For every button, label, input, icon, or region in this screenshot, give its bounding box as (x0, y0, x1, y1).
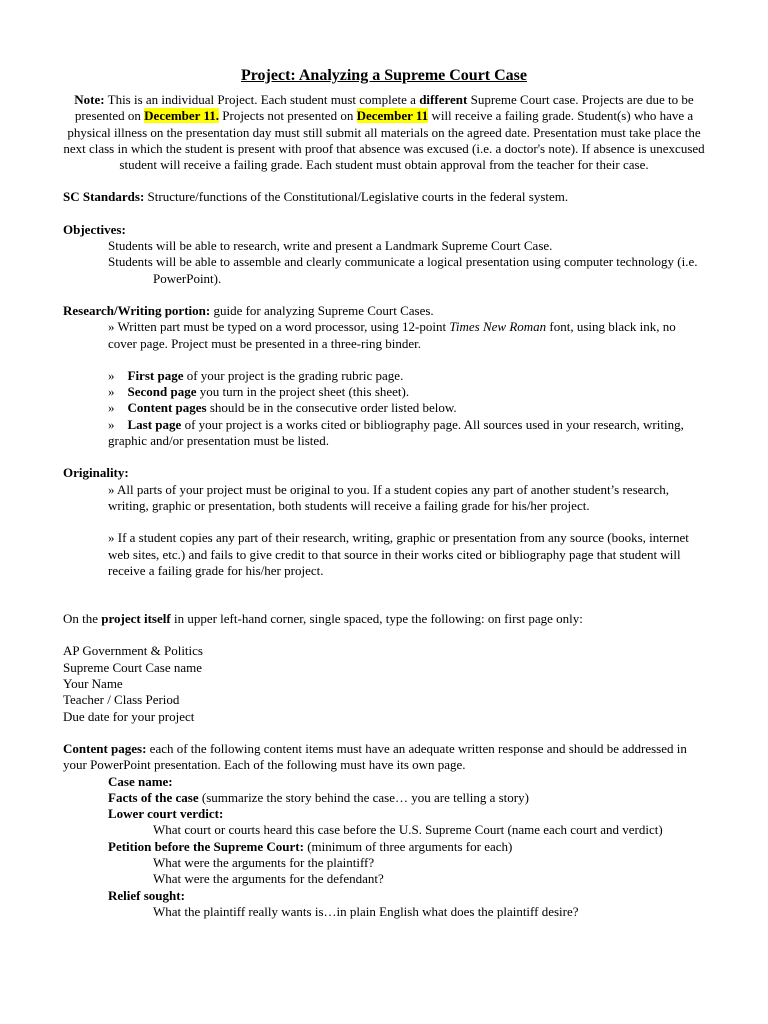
petition-question-plaintiff: What were the arguments for the plaintiff? (153, 854, 375, 870)
font-name: Times New Roman (449, 319, 547, 335)
petition-text: (minimum of three arguments for each) (303, 838, 513, 854)
relief-label: Relief sought: (108, 887, 185, 903)
bullet-glyph: » (108, 367, 115, 383)
project-itself-paragraph (63, 611, 705, 627)
research-bullet-last-page (63, 417, 705, 450)
note-text-3: Projects not presented on (219, 108, 357, 124)
case-name-label: Case name: (108, 773, 173, 789)
last-page-text: of your project is a works cited or bibliography page. All sources used in your research, writing, graphic and/or presentation must be listed. (108, 416, 684, 449)
research-typing-text-2: font, using black ink, no cover page. Project must be presented in a three-ring binder. (108, 319, 676, 351)
petition-question-defendant: What were the arguments for the defendant? (153, 871, 384, 887)
bullet-glyph: » (108, 530, 115, 546)
bullet-glyph: » (108, 319, 115, 335)
research-bullet-second-page (63, 384, 705, 400)
project-itself-text-2: in upper left-hand corner, single spaced, type the following: on first page only: (170, 611, 583, 627)
content-pages-paragraph (63, 741, 705, 774)
bullet-glyph: » (108, 416, 115, 432)
bullet-glyph: » (108, 481, 115, 497)
project-itself-text-1: On the (63, 611, 102, 627)
research-bullet-typing (63, 319, 705, 352)
due-date-highlight-1: December 11. (144, 108, 220, 124)
note-text-2: Supreme Court case. Projects are due to be presented on (74, 92, 694, 124)
relief-question: What the plaintiff really wants is…in plain English what does the plaintiff desire? (153, 903, 579, 919)
sc-standards-text: Structure/functions of the Constitutional/Legislative courts in the federal system. (144, 189, 569, 205)
header-line-due-date: Due date for your project (63, 708, 195, 724)
originality-bullet-1 (63, 482, 705, 515)
second-page-label: Second page (127, 384, 197, 400)
note-label: Note: (74, 92, 105, 107)
petition-item (63, 839, 705, 855)
objectives-label: Objectives: (63, 221, 126, 237)
note-text-4: will receive a failing grade. Student(s) who have a physical illness on the presentation day must still submit all materials on the agreed date. Presentation must take place the next class in which the student is present with proof that absence was excused (i.e. a doctor's note). If absence is unexcused student will receive a failing grade. Each student must obtain approval from the teacher for their case. (63, 108, 705, 173)
content-pages-intro: each of the following content items must have an adequate written response and should be addressed in your PowerPoint presentation. Each of the following must have its own page. (63, 740, 687, 773)
bullet-glyph: » (108, 400, 115, 416)
research-heading (63, 303, 705, 319)
relief-item (63, 888, 705, 904)
research-label: Research/Writing portion: (63, 302, 211, 318)
last-page-label: Last page (127, 416, 182, 432)
bullet-glyph: » (108, 384, 115, 400)
originality-label: Originality: (63, 465, 129, 481)
note-different: different (419, 92, 468, 107)
content-pages-text: should be in the consecutive order listed below. (206, 400, 457, 416)
originality-heading (63, 465, 705, 481)
content-pages-label: Content pages (127, 400, 207, 416)
header-line-case-name: Supreme Court Case name (63, 659, 202, 675)
content-pages-heading: Content pages: (63, 740, 147, 756)
objective-item-1: Students will be able to research, write and present a Landmark Supreme Court Case. (108, 238, 553, 254)
second-page-text: you turn in the project sheet (this sheet). (196, 384, 410, 400)
objectives-heading (63, 222, 705, 238)
due-date-highlight-2: December 11 (356, 108, 429, 124)
objective-item-2: Students will be able to assemble and clearly communicate a logical presentation using computer technology (i.e. PowerPoint). (108, 254, 698, 286)
sc-standards-label: SC Standards: (63, 189, 145, 205)
research-bullet-first-page (63, 368, 705, 384)
first-page-text: of your project is the grading rubric page. (183, 367, 404, 383)
sc-standards-paragraph (63, 189, 705, 205)
project-itself-label: project itself (101, 611, 171, 627)
originality-text-1: All parts of your project must be original to you. If a student copies any part of another student’s research, writing, graphic or presentation, both students will receive a failing grade for his/her project. (108, 481, 670, 513)
lower-court-item (63, 806, 705, 822)
first-page-label: First page (127, 367, 184, 383)
originality-text-2: If a student copies any part of their research, writing, graphic or presentation from any source (books, internet web sites, etc.) and fails to give credit to that source in their works cited or bibliography page that student will receive a failing grade for his/her project. (108, 530, 689, 578)
facts-text: (summarize the story behind the case… you are telling a story) (198, 789, 529, 805)
facts-label: Facts of the case (108, 789, 199, 805)
header-line-teacher: Teacher / Class Period (63, 692, 180, 708)
research-bullet-content-pages (63, 400, 705, 416)
note-paragraph (63, 92, 705, 173)
note-text-1: This is an individual Project. Each student must complete a (104, 92, 420, 107)
originality-bullet-2 (63, 530, 705, 579)
lower-court-label: Lower court verdict: (108, 806, 224, 822)
page-title: Project: Analyzing a Supreme Court Case (240, 67, 528, 84)
research-typing-text-1: Written part must be typed on a word processor, using 12-point (114, 319, 450, 335)
header-line-course: AP Government & Politics (63, 643, 203, 659)
header-line-your-name: Your Name (63, 676, 123, 692)
case-name-item (63, 774, 705, 790)
research-intro: guide for analyzing Supreme Court Cases. (210, 302, 434, 318)
petition-label: Petition before the Supreme Court: (108, 838, 304, 854)
facts-item (63, 790, 705, 806)
lower-court-question: What court or courts heard this case before the U.S. Supreme Court (name each court and verdict) (153, 822, 663, 838)
